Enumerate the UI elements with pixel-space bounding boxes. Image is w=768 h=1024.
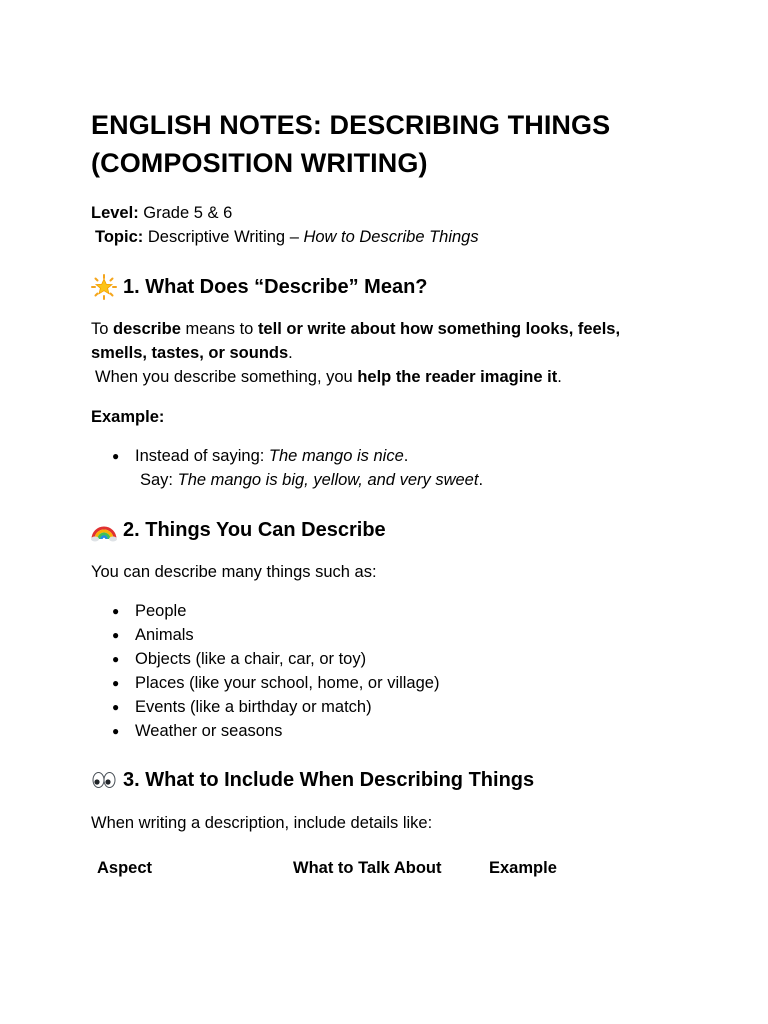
- eyes-icon: [91, 767, 117, 793]
- describe-definition: To describe means to tell or write about how something looks, feels, smells, tastes, or sounds. When you describe something, you help the reader imagine it.: [91, 320, 621, 386]
- section-2-intro: You can describe many things such as:: [91, 563, 377, 581]
- title-line-1: ENGLISH NOTES: DESCRIBING THINGS: [91, 110, 611, 140]
- rainbow-icon: [91, 517, 117, 543]
- glowing-star-icon: [91, 274, 117, 300]
- example-list: [91, 444, 483, 492]
- section-1-title: 1. What Does “Describe” Mean?: [123, 276, 428, 298]
- level-label: Level:: [91, 204, 139, 222]
- table-header-aspect: Aspect: [97, 859, 153, 877]
- topic-label: Topic:: [95, 228, 144, 246]
- topic-value: Descriptive Writing –: [147, 228, 304, 246]
- topic-line: [95, 227, 479, 247]
- title-line-2: (COMPOSITION WRITING): [91, 148, 428, 178]
- list-item: ● Objects (like a chair, car, or toy): [91, 647, 439, 671]
- list-item: ● Places (like your school, home, or village): [91, 671, 439, 695]
- section-3-intro: When writing a description, include details like:: [91, 814, 433, 832]
- topic-italic: How to Describe Things: [303, 228, 479, 246]
- section-1-heading: [91, 274, 428, 300]
- things-list: [91, 599, 439, 743]
- list-item: ● Events (like a birthday or match): [91, 695, 439, 719]
- level-line: [91, 203, 232, 223]
- list-item: ● Instead of saying: The mango is nice. Say: The mango is big, yellow, and very sweet.: [91, 444, 483, 492]
- level-value: Grade 5 & 6: [143, 204, 233, 222]
- list-item: ● Animals: [91, 623, 439, 647]
- document-title: [91, 106, 610, 182]
- section-3-heading: [91, 767, 534, 793]
- section-2-title: 2. Things You Can Describe: [123, 519, 386, 541]
- section-2-heading: [91, 517, 386, 543]
- example-label: Example:: [91, 408, 165, 426]
- table-header-what-to-talk-about: What to Talk About: [293, 859, 442, 877]
- section-3-title: 3. What to Include When Describing Things: [123, 769, 535, 791]
- list-item: ● People: [91, 599, 439, 623]
- list-item: ● Weather or seasons: [91, 719, 439, 743]
- table-header-example: Example: [489, 859, 557, 877]
